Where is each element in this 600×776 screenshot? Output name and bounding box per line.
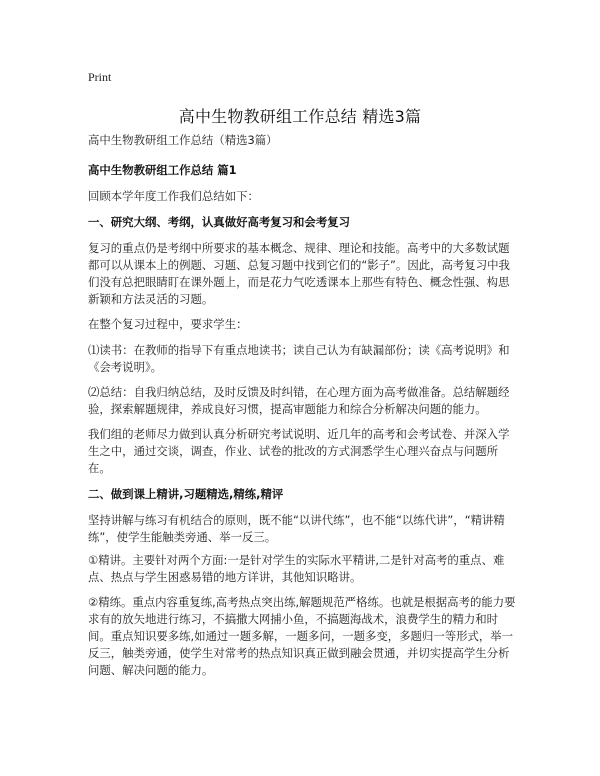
paragraph-6: 坚持讲解与练习有机结合的原则，既不能“以讲代练”，也不能“以练代讲”，“精讲精练”，使学生能触类旁通、举一反三。 [88, 513, 505, 544]
intro-text: 回顾本学年度工作我们总结如下： [88, 189, 259, 203]
subtitle: 高中生物教研组工作总结（精选3篇） [88, 133, 278, 147]
paragraph-1: 复习的重点仍是考纲中所要求的基本概念、规律、理论和技能。高考中的大多数试题都可以从课本上的例题、习题、总复习题中找到它们的“影子”。因此，高考复习中我们没有总把眼睛盯在课外题上，而是花力气吃透课本上那些有特色、概念性强、构思新颖和方法灵活的习题。 [88, 241, 510, 306]
heading-1: 一、研究大纲、考纲，认真做好高考复习和会考复习 [88, 215, 350, 229]
paragraph-2: 在整个复习过程中，要求学生： [88, 317, 248, 331]
paragraph-5: 我们组的老师尽力做到认真分析研究考试说明、近几年的高考和会考试卷、并深入学生之中，通过交谈，调查，作业、试卷的批改的方式洞悉学生心理兴奋点与问题所在。 [88, 427, 510, 475]
paragraph-3: ⑴读书：在教师的指导下有重点地读书；读自己认为有缺漏部份；读《高考说明》和《会考说明》。 [88, 343, 510, 374]
section-title: 高中生物教研组工作总结 篇1 [88, 163, 237, 177]
paragraph-4: ⑵总结：自我归纳总结，及时反馈及时纠错，在心理方面为高考做准备。总结解题经验，探索解题规律，养成良好习惯，提高审题能力和综合分析解决问题的能力。 [88, 385, 510, 416]
heading-2: 二、做到课上精讲,习题精选,精练,精评 [88, 487, 284, 501]
paragraph-7: ①精讲。主要针对两个方面:一是针对学生的实际水平精讲,二是针对高考的重点、难点、热点与学生困惑易错的地方详讲，其他知识略讲。 [88, 553, 505, 584]
paragraph-8: ②精练。重点内容重复练,高考热点突出练,解题规范严格练。也就是根据高考的能力要求有的放矢地进行练习，不搞撒大网捕小鱼，不搞题海战术，浪费学生的精力和时间。重点知识要多练,如通过一题多解，一题多问，一题多变，多题归一等形式，举一反三，触类旁通，使学生对常考的热点知识真正做到融会贯通，并切实提高学生分析问题、解决问题的能力。 [88, 595, 516, 677]
page-title: 高中生物教研组工作总结 精选3篇 [178, 107, 422, 126]
print-link[interactable]: Print [88, 70, 112, 84]
